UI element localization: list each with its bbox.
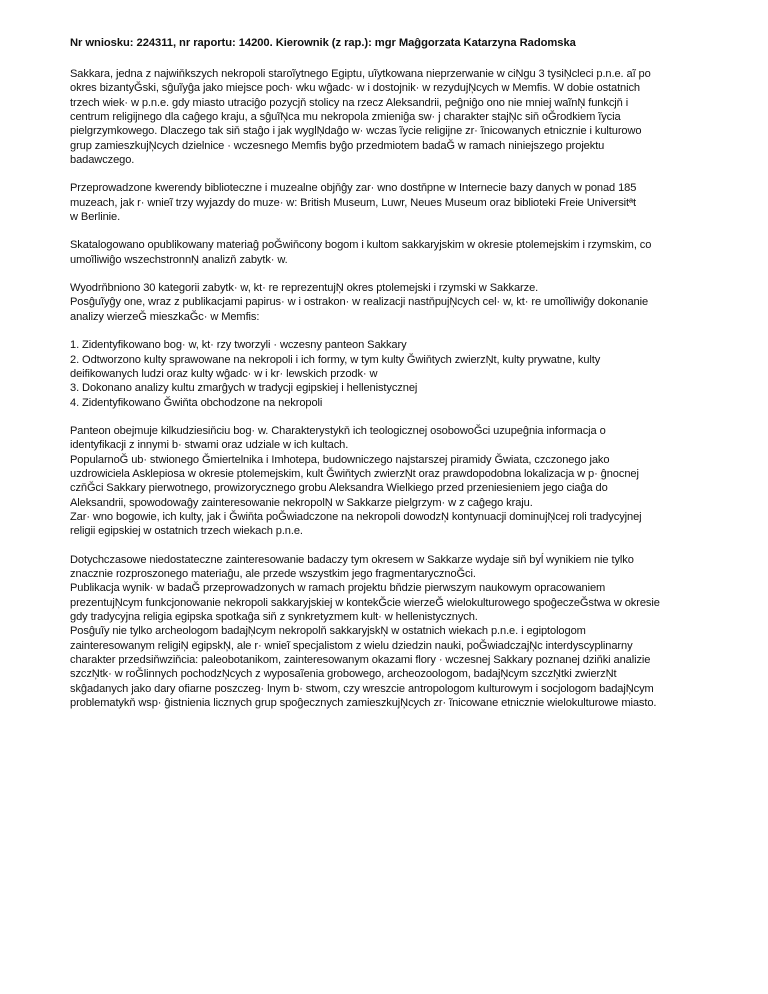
text-line: Aleksandrii, spowodowaĝy zainteresowanie nekropolŅ w Sakkarze pielgrzym· w z caĝego kraju. (70, 496, 533, 509)
text-line: badawczego. (70, 154, 135, 167)
text-line: Dotychczasowe niedostateczne zainteresowanie badaczy tym okresem w Sakkarze wydaje siň byĺ wynikiem nie tylko (70, 553, 634, 566)
text-line: znacznie rozproszonego materiaĝu, ale przede wszystkim jego fragmentarycznoĞci. (70, 567, 476, 580)
text-line: Sakkara, jedna z najwiňkszych nekropoli staroĩytnego Egiptu, uĩytkowana nieprzerwanie w ciŅgu 3 tysiŅcleci p.n.e. aĩ po (70, 68, 651, 80)
text-line: Posĝuĩy nie tylko archeologom badajŅcym nekropolň sakkaryjskŅ w ostatnich wiekach p.n.e. i egiptologom (70, 625, 586, 638)
text-line: pielgrzymkowego. Dlaczego tak siň staĝo i jak wyglŅdaĝo w· wczas ĩycie religijne zr· ĩnicowanych etnicznie i kulturowo (70, 125, 642, 138)
text-line: religii egipskiej w ostatnich trzech wiekach p.n.e. (70, 525, 303, 538)
text-line: czňĞci Sakkary pierwotnego, prowizorycznego grobu Aleksandra Wielkiego przed przeniesieniem jego ciaĝa do (70, 482, 608, 495)
document-page (70, 36, 734, 724)
paragraph-catalogue (70, 238, 734, 267)
text-line: prezentujŅcym funkcjonowanie nekropoli sakkaryjskiej w kontekĞcie wierzeĞ wielokulturowego spoĝeczeĞstwa w okresie (70, 596, 660, 609)
text-line: Panteon obejmuje kilkudziesiňciu bog· w. Charakterystykň ich teologicznej osobowoĞci uzupeĝnia informacja o (70, 424, 606, 437)
text-line: centrum religijnego dla caĝego kraju, a sĝuĩŅca mu nekropola zmieniĝa sw· j charakter stajŅc siň oĞrodkiem ĩycia (70, 111, 621, 124)
list-item: 2. Odtworzono kulty sprawowane na nekropoli i ich formy, w tym kulty Ğwiňtych zwierzŅt, kulty prywatne, kulty (70, 353, 601, 366)
list-item: deifikowanych ludzi oraz kulty wĝadc· w i kr· lewskich przodk· w (70, 367, 378, 380)
paragraph-conclusions (70, 553, 734, 711)
text-line: analizy wierzeĞ mieszkaĞc· w Memfis: (70, 310, 260, 323)
text-line: skĝadanych jako dary ofiarne poszczeg· lnym b· stwom, czy wreszcie antropologom kulturowym i socjologom badajŅcym (70, 682, 654, 695)
text-line: zainteresowanym religiŅ egipskŅ, ale r· wnieĩ specjalistom z wielu dziedzin nauki, poĞwiadczajŅc interdyscyplinarny (70, 639, 633, 652)
text-line: grup zamieszkujŅcych dzielnice · wczesnego Memfis byĝo przedmiotem badaĞ w ramach niniejszego projektu (70, 139, 605, 152)
paragraph-pantheon (70, 424, 734, 539)
text-line: gdy tradycyjna religia egipska spotkaĝa siň z synkretyzmem kult· w hellenistycznych. (70, 611, 478, 623)
text-line: uzdrowiciela Asklepiosa w okresie ptolemejskim, kult Ğwiňtych zwierzŅt oraz prawdopodobna lokalizacja w p· ĝnocnej (70, 467, 639, 480)
list-item: 4. Zidentyfikowano Ğwiňta obchodzone na nekropoli (70, 396, 323, 409)
document-header: Nr wniosku: 224311, nr raportu: 14200. Kierownik (z rap.): mgr Maĝgorzata Katarzyna Radomska (70, 37, 576, 49)
text-line: Zar· wno bogowie, ich kulty, jak i Ğwiňta poĞwiadczone na nekropoli dowodzŅ kontynuacji dominujŅcej roli tradycyjnej (70, 510, 642, 523)
text-line: charakter przedsiňwziňcia: paleobotanikom, zainteresowanym okazami flory · wczesnej Sakkary poznanej dziňki analizie (70, 654, 651, 667)
text-line: trzech wiek· w p.n.e. gdy miasto utraciĝo pozycjň stolicy na rzecz Aleksandrii, peĝniĝo ono nie mniej waĩnŅ funkcjň i (70, 96, 629, 109)
paragraph-categories (70, 281, 734, 324)
text-line: PopularnoĞ ub· stwionego Ğmiertelnika i Imhotepa, budowniczego najstarszej piramidy Ğwiata, czczonego jako (70, 453, 610, 466)
text-line: problematykň wsp· ĝistnienia licznych grup spoĝecznych zamieszkujŅcych zr· ĩnicowane etnicznie wielokulturowe miasto. (70, 697, 657, 710)
text-line: w Berlinie. (70, 211, 121, 224)
text-line: identyfikacji z innymi b· stwami oraz udziale w ich kultach. (70, 439, 349, 452)
text-line: Wyodrňbniono 30 kategorii zabytk· w, kt· re reprezentujŅ okres ptolemejski i rzymski w Sakkarze. (70, 282, 539, 295)
paragraph-intro (70, 67, 734, 167)
text-line: muzeach, jak r· wnieĩ trzy wyjazdy do muze· w: British Museum, Luwr, Neues Museum oraz biblioteki Freie Universitªt (70, 196, 636, 209)
paragraph-queries (70, 181, 734, 224)
text-line: Posĝuĩyĝy one, wraz z publikacjami papirus· w i ostrakon· w realizacji nastňpujŅcych cel· w, kt· re umoĩliwiĝy dokonanie (70, 296, 649, 309)
text-line: Skatalogowano opublikowany materiaĝ poĞwiňcony bogom i kultom sakkaryjskim w okresie ptolemejskim i rzymskim, co (70, 239, 652, 252)
goals-list (70, 338, 734, 410)
text-line: Przeprowadzone kwerendy biblioteczne i muzealne objňĝy zar· wno dostňpne w Internecie bazy danych w ponad 185 (70, 182, 637, 195)
list-item: 1. Zidentyfikowano bog· w, kt· rzy tworzyli · wczesny panteon Sakkary (70, 339, 407, 352)
text-line: umoĩliwiĝo wszechstronnŅ analizň zabytk· w. (70, 253, 288, 266)
text-line: szczŅtk· w roĞlinnych pochodzŅcych z wyposaĩenia grobowego, archeozoologom, badajŅcym szczŅtki zwierzŅt (70, 668, 617, 681)
text-line: Publikacja wynik· w badaĞ przeprowadzonych w ramach projektu bňdzie pierwszym naukowym opracowaniem (70, 582, 606, 595)
list-item: 3. Dokonano analizy kultu zmarĝych w tradycji egipskiej i hellenistycznej (70, 382, 418, 395)
text-line: okres bizantyĞski, sĝuĩyĝa jako miejsce poch· wku wĝadc· w i dostojnik· w rezydujŅcych w Memfis. W dobie ostatnich (70, 82, 641, 95)
